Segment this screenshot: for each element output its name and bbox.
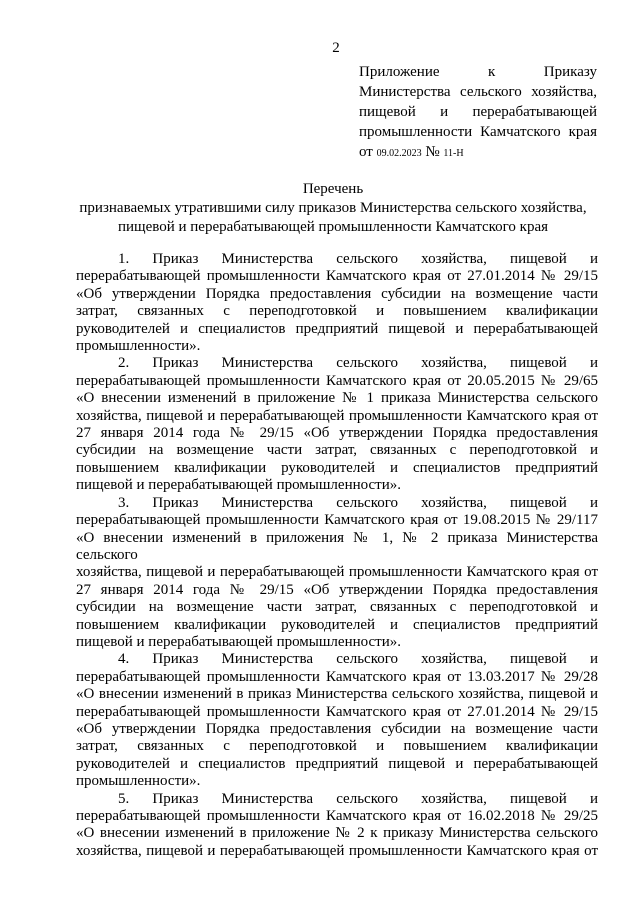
list-item-line: перерабатывающей промышленности Камчатского края от 27.01.2014 № 29/15 <box>76 268 598 285</box>
list-item-line: «Об утверждении Порядка предоставления субсидии на возмещение части <box>76 720 598 737</box>
title-line: пищевой и перерабатывающей промышленности Камчатского края <box>117 219 549 235</box>
list-item-line: затрат, связанных с переподготовкой и повышением квалификации <box>76 738 598 755</box>
list-item-line: перерабатывающей промышленности Камчатского края от 13.03.2017 № 29/28 <box>76 668 598 685</box>
list-item-line: руководителей и специалистов предприятий пищевой и перерабатывающей <box>76 320 598 337</box>
list-item-line: повышением квалификации руководителей и специалистов предприятий <box>76 459 598 476</box>
list-item-line: хозяйства, пищевой и перерабатывающей промышленности Камчатского края от <box>76 564 598 581</box>
appendix-block <box>359 62 597 164</box>
list-item-line: перерабатывающей промышленности Камчатского края от 19.08.2015 № 29/117 <box>76 512 598 529</box>
order-date: 09.02.2023 <box>376 148 422 159</box>
list-item <box>76 495 598 652</box>
list-item-line: повышением квалификации руководителей и специалистов предприятий <box>76 616 598 633</box>
document-title <box>68 180 598 237</box>
list-item-line: 3. Приказ Министерства сельского хозяйства, пищевой и <box>118 494 598 511</box>
list-item-line: перерабатывающей промышленности Камчатского края от 16.02.2018 № 29/25 <box>76 808 598 824</box>
appendix-line: промышленности Камчатского края <box>359 124 597 140</box>
appendix-line: Министерства сельского хозяйства, <box>359 84 597 100</box>
list-item-line: «Об утверждении Порядка предоставления субсидии на возмещение части <box>76 285 598 302</box>
list-item-line: «О внесении изменений в приложения № 1, № 2 приказа Министерства сельского <box>76 529 598 563</box>
list-item-line: субсидии на возмещение части затрат, связанных с переподготовкой и <box>76 442 598 459</box>
list-item-line: 2. Приказ Министерства сельского хозяйства, пищевой и <box>118 355 598 372</box>
list-item-line: 5. Приказ Министерства сельского хозяйства, пищевой и <box>118 790 598 807</box>
list-item-line: «О внесении изменений в приложение № 2 к приказу Министерства сельского <box>76 825 598 842</box>
list-item <box>76 651 598 790</box>
appendix-line: Приложение к Приказу <box>359 64 597 80</box>
list-item-line: 27 января 2014 года № 29/15 «Об утверждении Порядка предоставления <box>76 581 598 598</box>
orders-list <box>76 251 598 860</box>
list-item-line: пищевой и перерабатывающей промышленности». <box>76 633 401 650</box>
list-item-line: перерабатывающей промышленности Камчатского края от 27.01.2014 № 29/15 <box>76 703 598 720</box>
list-item <box>76 355 598 494</box>
list-item-line: затрат, связанных с переподготовкой и повышением квалификации <box>76 303 598 320</box>
title-line: признаваемых утратившими силу приказов Министерства сельского хозяйства, <box>79 200 587 216</box>
list-item-line: «О внесении изменений в приказ Министерства сельского хозяйства, пищевой и <box>76 686 598 703</box>
appendix-date-line <box>359 142 597 164</box>
list-item-line: 1. Приказ Министерства сельского хозяйства, пищевой и <box>118 251 598 267</box>
list-item <box>76 791 598 861</box>
list-item-line: промышленности». <box>76 338 201 355</box>
list-item-line: перерабатывающей промышленности Камчатского края от 20.05.2015 № 29/65 <box>76 372 598 389</box>
number-prefix: № <box>425 144 440 160</box>
list-item <box>76 251 598 355</box>
list-item-line: хозяйства, пищевой и перерабатывающей промышленности Камчатского края от <box>76 407 598 424</box>
appendix-line: пищевой и перерабатывающей <box>359 104 597 120</box>
date-prefix: от <box>359 144 373 160</box>
list-item-line: руководителей и специалистов предприятий пищевой и перерабатывающей <box>76 755 598 772</box>
list-item-line: 27 января 2014 года № 29/15 «Об утверждении Порядка предоставления <box>76 425 598 442</box>
list-item-line: пищевой и перерабатывающей промышленности». <box>76 477 401 494</box>
page-number: 2 <box>332 40 340 56</box>
title-line: Перечень <box>302 181 364 197</box>
list-item-line: «О внесении изменений в приложение № 1 приказа Министерства сельского <box>76 390 598 407</box>
list-item-line: промышленности». <box>76 773 201 790</box>
list-item-line: хозяйства, пищевой и перерабатывающей промышленности Камчатского края от <box>76 842 598 859</box>
list-item-line: субсидии на возмещение части затрат, связанных с переподготовкой и <box>76 599 598 616</box>
list-item-line: 4. Приказ Министерства сельского хозяйства, пищевой и <box>118 651 598 668</box>
order-number: 11-Н <box>443 148 464 159</box>
